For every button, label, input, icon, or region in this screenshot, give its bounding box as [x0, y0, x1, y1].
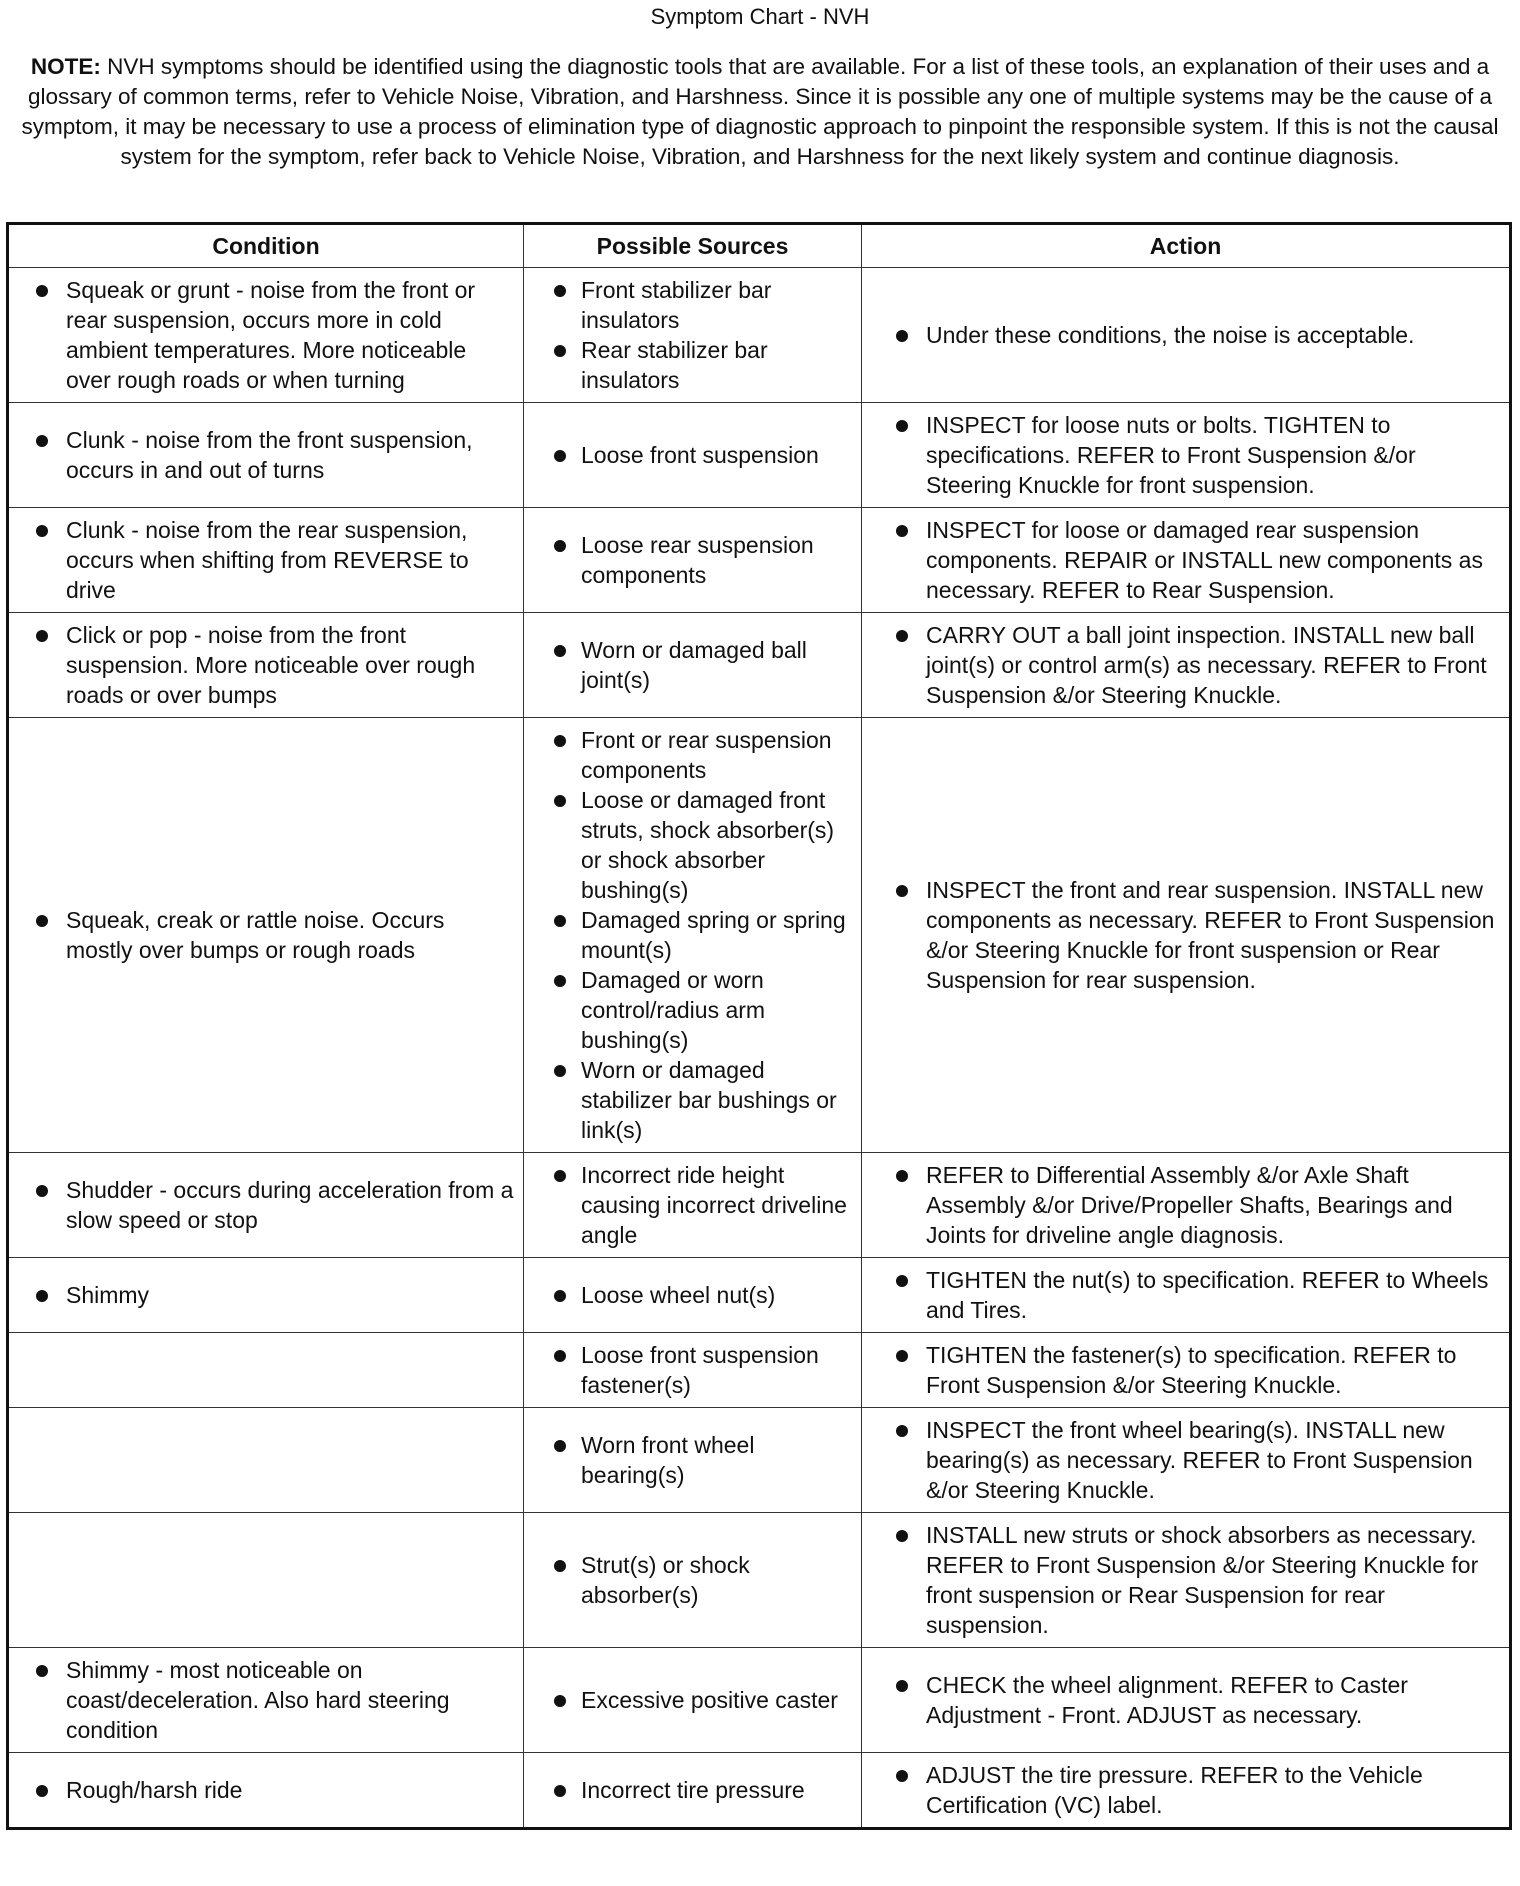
action-cell	[862, 268, 1511, 403]
condition-list	[17, 620, 515, 710]
source-item: Rear stabilizer bar insulators	[532, 335, 853, 395]
action-cell	[862, 1753, 1511, 1829]
table-row	[8, 268, 1511, 403]
possible-sources-cell	[524, 613, 862, 718]
action-cell	[862, 718, 1511, 1153]
action-list	[870, 620, 1501, 710]
action-cell	[862, 1153, 1511, 1258]
possible-sources-cell	[524, 508, 862, 613]
table-header-row	[8, 224, 1511, 268]
table-row	[8, 403, 1511, 508]
table-body	[8, 268, 1511, 1829]
condition-list	[17, 905, 515, 965]
action-text: TIGHTEN the fastener(s) to specification. REFER to Front Suspension &/or Steering Knuckle.	[870, 1340, 1501, 1400]
source-item: Front stabilizer bar insulators	[532, 275, 853, 335]
condition-text: Clunk - noise from the front suspension, occurs in and out of turns	[17, 425, 515, 485]
table-row	[8, 1153, 1511, 1258]
action-text: INSPECT for loose nuts or bolts. TIGHTEN to specifications. REFER to Front Suspension &/or Steering Knuckle for front suspension.	[870, 410, 1501, 500]
page-title: Symptom Chart - NVH	[650, 4, 870, 29]
source-item: Excessive positive caster	[532, 1685, 853, 1715]
condition-cell	[8, 403, 524, 508]
condition-cell	[8, 268, 524, 403]
header-possible-sources: Possible Sources	[524, 224, 862, 268]
action-text: INSPECT for loose or damaged rear suspension components. REPAIR or INSTALL new components as necessary. REFER to Rear Suspension.	[870, 515, 1501, 605]
table-row	[8, 613, 1511, 718]
sources-list	[532, 1685, 853, 1715]
table-row	[8, 1753, 1511, 1829]
possible-sources-cell	[524, 268, 862, 403]
source-item: Incorrect ride height causing incorrect driveline angle	[532, 1160, 853, 1250]
source-item: Damaged or worn control/radius arm bushing(s)	[532, 965, 853, 1055]
action-cell	[862, 1333, 1511, 1408]
table-row	[8, 1333, 1511, 1408]
sources-list	[532, 1775, 853, 1805]
header-action: Action	[862, 224, 1511, 268]
action-list	[870, 320, 1501, 350]
condition-cell	[8, 1513, 524, 1648]
sources-list	[532, 1550, 853, 1610]
possible-sources-cell	[524, 1258, 862, 1333]
sources-list	[532, 1160, 853, 1250]
action-list	[870, 1760, 1501, 1820]
condition-text: Clunk - noise from the rear suspension, occurs when shifting from REVERSE to drive	[17, 515, 515, 605]
action-cell	[862, 1408, 1511, 1513]
condition-cell	[8, 718, 524, 1153]
action-list	[870, 1670, 1501, 1730]
condition-list	[17, 515, 515, 605]
action-list	[870, 1265, 1501, 1325]
condition-text: Shimmy	[17, 1280, 515, 1310]
note-label: NOTE:	[30, 54, 101, 79]
condition-cell	[8, 1648, 524, 1753]
sources-list	[532, 1280, 853, 1310]
source-item: Strut(s) or shock absorber(s)	[532, 1550, 853, 1610]
table-row	[8, 1513, 1511, 1648]
possible-sources-cell	[524, 1333, 862, 1408]
source-item: Loose wheel nut(s)	[532, 1280, 853, 1310]
source-item: Loose front suspension fastener(s)	[532, 1340, 853, 1400]
action-list	[870, 410, 1501, 500]
condition-text: Squeak, creak or rattle noise. Occurs mostly over bumps or rough roads	[17, 905, 515, 965]
action-text: INSPECT the front wheel bearing(s). INSTALL new bearing(s) as necessary. REFER to Front Suspension &/or Steering Knuckle.	[870, 1415, 1501, 1505]
condition-cell	[8, 1408, 524, 1513]
possible-sources-cell	[524, 718, 862, 1153]
action-list	[870, 515, 1501, 605]
action-list	[870, 1415, 1501, 1505]
note-text: NVH symptoms should be identified using the diagnostic tools that are available. For a list of these tools, an explanation of their uses and a glossary of common terms, refer to Vehicle Noise, Vibration, and Harshness. Since it is possible any one of multiple systems may be the cause of a symptom, it may be necessary to use a process of elimination type of diagnostic approach to pinpoint the responsible system. If this is not the causal system for the symptom, refer back to Vehicle Noise, Vibration, and Harshness for the next likely system and continue diagnosis.	[21, 54, 1499, 169]
condition-cell	[8, 1753, 524, 1829]
condition-cell	[8, 1333, 524, 1408]
action-text: INSTALL new struts or shock absorbers as necessary. REFER to Front Suspension &/or Steering Knuckle for front suspension or Rear Suspension for rear suspension.	[870, 1520, 1501, 1640]
table-row	[8, 1648, 1511, 1753]
source-item: Damaged spring or spring mount(s)	[532, 905, 853, 965]
condition-text: Shimmy - most noticeable on coast/deceleration. Also hard steering condition	[17, 1655, 515, 1745]
possible-sources-cell	[524, 1753, 862, 1829]
header-condition: Condition	[8, 224, 524, 268]
condition-cell	[8, 1258, 524, 1333]
condition-text: Squeak or grunt - noise from the front or rear suspension, occurs more in cold ambient temperatures. More noticeable over rough roads or when turning	[17, 275, 515, 395]
possible-sources-cell	[524, 1648, 862, 1753]
action-list	[870, 1340, 1501, 1400]
action-cell	[862, 1513, 1511, 1648]
action-cell	[862, 1648, 1511, 1753]
action-cell	[862, 508, 1511, 613]
action-text: TIGHTEN the nut(s) to specification. REFER to Wheels and Tires.	[870, 1265, 1501, 1325]
action-list	[870, 1520, 1501, 1640]
symptom-chart-table	[6, 222, 1512, 1830]
condition-list	[17, 1175, 515, 1235]
sources-list	[532, 440, 853, 470]
sources-list	[532, 275, 853, 395]
source-item: Loose front suspension	[532, 440, 853, 470]
source-item: Worn front wheel bearing(s)	[532, 1430, 853, 1490]
condition-list	[17, 1775, 515, 1805]
possible-sources-cell	[524, 1513, 862, 1648]
condition-text: Shudder - occurs during acceleration from a slow speed or stop	[17, 1175, 515, 1235]
condition-text: Click or pop - noise from the front suspension. More noticeable over rough roads or over bumps	[17, 620, 515, 710]
possible-sources-cell	[524, 1153, 862, 1258]
note-paragraph	[12, 52, 1508, 172]
sources-list	[532, 725, 853, 1145]
condition-list	[17, 1280, 515, 1310]
action-text: REFER to Differential Assembly &/or Axle Shaft Assembly &/or Drive/Propeller Shafts, Bearings and Joints for driveline angle diagnosis.	[870, 1160, 1501, 1250]
source-item: Front or rear suspension components	[532, 725, 853, 785]
action-text: Under these conditions, the noise is acceptable.	[870, 320, 1501, 350]
action-text: CARRY OUT a ball joint inspection. INSTALL new ball joint(s) or control arm(s) as necessary. REFER to Front Suspension &/or Steering Knuckle.	[870, 620, 1501, 710]
condition-text: Rough/harsh ride	[17, 1775, 515, 1805]
condition-cell	[8, 613, 524, 718]
source-item: Loose rear suspension components	[532, 530, 853, 590]
source-item: Incorrect tire pressure	[532, 1775, 853, 1805]
source-item: Worn or damaged ball joint(s)	[532, 635, 853, 695]
condition-list	[17, 425, 515, 485]
sources-list	[532, 1340, 853, 1400]
sources-list	[532, 530, 853, 590]
action-text: INSPECT the front and rear suspension. INSTALL new components as necessary. REFER to Front Suspension &/or Steering Knuckle for front suspension or Rear Suspension for rear suspension.	[870, 875, 1501, 995]
action-cell	[862, 403, 1511, 508]
sources-list	[532, 635, 853, 695]
action-list	[870, 1160, 1501, 1250]
condition-cell	[8, 508, 524, 613]
action-list	[870, 875, 1501, 995]
table-row	[8, 508, 1511, 613]
condition-list	[17, 275, 515, 395]
possible-sources-cell	[524, 403, 862, 508]
table-row	[8, 1408, 1511, 1513]
source-item: Worn or damaged stabilizer bar bushings or link(s)	[532, 1055, 853, 1145]
table-row	[8, 718, 1511, 1153]
condition-cell	[8, 1153, 524, 1258]
action-cell	[862, 1258, 1511, 1333]
condition-list	[17, 1655, 515, 1745]
action-text: ADJUST the tire pressure. REFER to the Vehicle Certification (VC) label.	[870, 1760, 1501, 1820]
possible-sources-cell	[524, 1408, 862, 1513]
source-item: Loose or damaged front struts, shock absorber(s) or shock absorber bushing(s)	[532, 785, 853, 905]
action-cell	[862, 613, 1511, 718]
table-row	[8, 1258, 1511, 1333]
sources-list	[532, 1430, 853, 1490]
action-text: CHECK the wheel alignment. REFER to Caster Adjustment - Front. ADJUST as necessary.	[870, 1670, 1501, 1730]
